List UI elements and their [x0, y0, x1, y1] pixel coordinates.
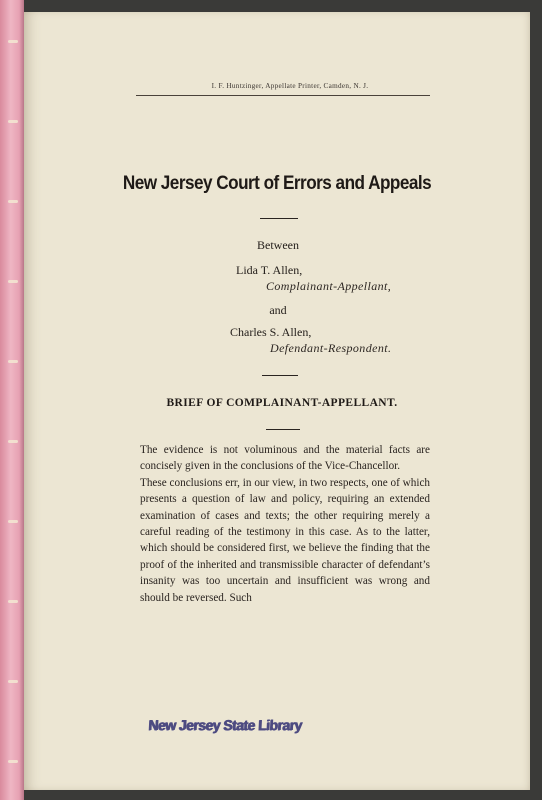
- printer-line: I. F. Huntzinger, Appellate Printer, Camden, N. J.: [211, 82, 369, 90]
- binding-stitch: [8, 440, 18, 443]
- binding-stitch: [8, 40, 18, 43]
- binding-stitch: [8, 120, 18, 123]
- between-label: Between: [257, 238, 299, 252]
- binding-stitch: [8, 520, 18, 523]
- binding-stitch: [8, 360, 18, 363]
- party2-role: Defendant-Respondent.: [270, 341, 392, 355]
- brief-title: BRIEF OF COMPLAINANT-APPELLANT.: [166, 397, 398, 409]
- binding-stitch: [8, 680, 18, 683]
- binding-stitch: [8, 280, 18, 283]
- title-divider: [260, 218, 298, 219]
- party2-name: Charles S. Allen,: [230, 325, 312, 339]
- binding-stitch: [8, 600, 18, 603]
- body-paragraph: The evidence is not voluminous and the material facts are concisely given in the conclusions of the Vice-Chancellor.: [140, 444, 430, 473]
- brief-divider: [266, 429, 300, 430]
- library-stamp: New Jersey State Library: [147, 718, 303, 734]
- body-paragraph: These conclusions err, in our view, in two respects, one of which presents a question of law and policy, requiring an extended examination of cases and texts; the other requiring merely a careful reading of the testimony in this case. As to the latter, which should be considered first, we believe the finding that the proof of the inherited and transmissible character of defendant’s insanity was too uncertain and insufficient was wrong and should be reversed. Such: [140, 476, 430, 604]
- brief-body: [140, 442, 430, 606]
- and-label: and: [269, 303, 287, 317]
- party1-role: Complainant-Appellant,: [266, 279, 392, 293]
- binding-stitch: [8, 200, 18, 203]
- parties-divider: [262, 375, 298, 376]
- party1-name: Lida T. Allen,: [236, 263, 303, 277]
- book-binding: [0, 0, 24, 800]
- header-rule: [136, 95, 430, 96]
- court-title: New Jersey Court of Errors and Appeals: [122, 172, 432, 194]
- binding-stitch: [8, 760, 18, 763]
